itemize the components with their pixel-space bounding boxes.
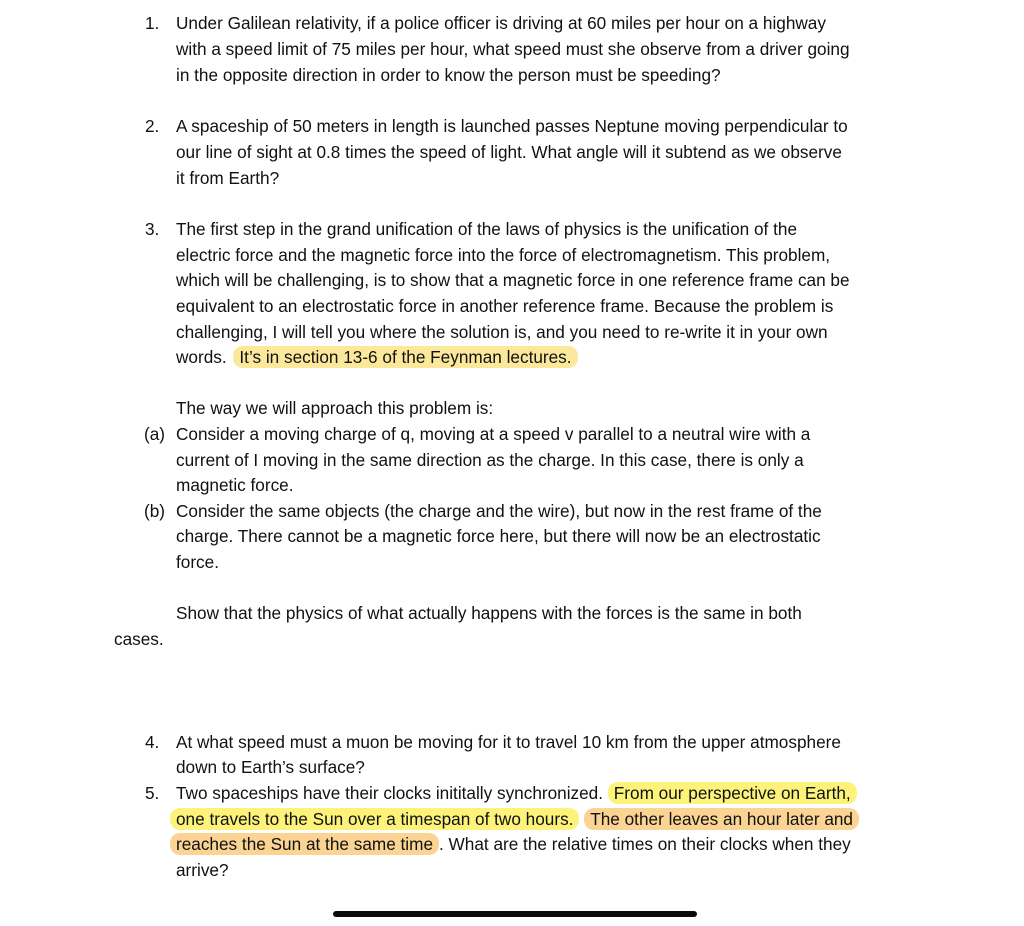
problem-2-line-3: it from Earth?	[176, 168, 280, 188]
problem-4-line-1: At what speed must a muon be moving for it to travel 10 km from the upper atmosphere	[176, 732, 841, 752]
same-time-highlight: reaches the Sun at the same time	[170, 833, 439, 855]
problem-5-line-2	[170, 809, 859, 829]
part-b-label: (b)	[144, 501, 166, 521]
problem-1-number: 1.	[145, 13, 160, 33]
part-a-label: (a)	[144, 424, 166, 444]
home-indicator-bar[interactable]	[333, 911, 697, 917]
part-a-line-1: Consider a moving charge of q, moving at a speed v parallel to a neutral wire with a	[176, 424, 811, 444]
problem-3-line-6	[176, 347, 578, 367]
part-a-line-2: current of I moving in the same direction as the charge. In this case, there is only a	[176, 450, 804, 470]
feynman-reference-highlight: It’s in section 13-6 of the Feynman lectures.	[233, 346, 577, 368]
approach-intro: The way we will approach this problem is:	[176, 398, 494, 418]
problem-2-line-1: A spaceship of 50 meters in length is launched passes Neptune moving perpendicular to	[176, 116, 848, 136]
part-b-line-2: charge. There cannot be a magnetic force here, but there will now be an electrostatic	[176, 526, 821, 546]
problem-5-line-1	[176, 783, 857, 803]
problem-3-line-3: which will be challenging, is to show that a magnetic force in one reference frame can be	[176, 270, 850, 290]
problem-1-line-2: with a speed limit of 75 miles per hour, what speed must she observe from a driver going	[176, 39, 850, 59]
problem-4-number: 4.	[145, 732, 160, 752]
problem-5-line-3	[170, 834, 851, 854]
problem-2-line-2: our line of sight at 0.8 times the speed of light. What angle will it subtend as we observe	[176, 142, 842, 162]
problem-3-line-4: equivalent to an electrostatic force in another reference frame. Because the problem is	[176, 296, 834, 316]
earth-perspective-highlight: From our perspective on Earth,	[608, 782, 857, 804]
problem-5-line-3-text: . What are the relative times on their clocks when they	[439, 834, 851, 854]
conclusion-line-1: Show that the physics of what actually happens with the forces is the same in both	[176, 603, 802, 623]
problem-3-line-6-text: words.	[176, 347, 232, 367]
problem-4-line-2: down to Earth’s surface?	[176, 757, 365, 777]
problem-5-line-1-text: Two spaceships have their clocks inititally synchronized.	[176, 783, 608, 803]
problem-3-line-5: challenging, I will tell you where the solution is, and you need to re-write it in your own	[176, 322, 828, 342]
part-b-line-3: force.	[176, 552, 219, 572]
problem-1-line-1: Under Galilean relativity, if a police officer is driving at 60 miles per hour on a highway	[176, 13, 826, 33]
problem-3-line-1: The first step in the grand unification of the laws of physics is the unification of the	[176, 219, 797, 239]
hour-later-highlight: The other leaves an hour later and	[584, 808, 859, 830]
conclusion-line-2: cases.	[114, 629, 164, 649]
problem-3-number: 3.	[145, 219, 160, 239]
problem-5-line-4: arrive?	[176, 860, 229, 880]
problem-5-number: 5.	[145, 783, 160, 803]
problem-1-line-3: in the opposite direction in order to know the person must be speeding?	[176, 65, 721, 85]
two-hours-highlight: one travels to the Sun over a timespan of two hours.	[170, 808, 579, 830]
part-a-line-3: magnetic force.	[176, 475, 294, 495]
problem-3-line-2: electric force and the magnetic force into the force of electromagnetism. This problem,	[176, 245, 831, 265]
problem-2-number: 2.	[145, 116, 160, 136]
part-b-line-1: Consider the same objects (the charge and the wire), but now in the rest frame of the	[176, 501, 822, 521]
